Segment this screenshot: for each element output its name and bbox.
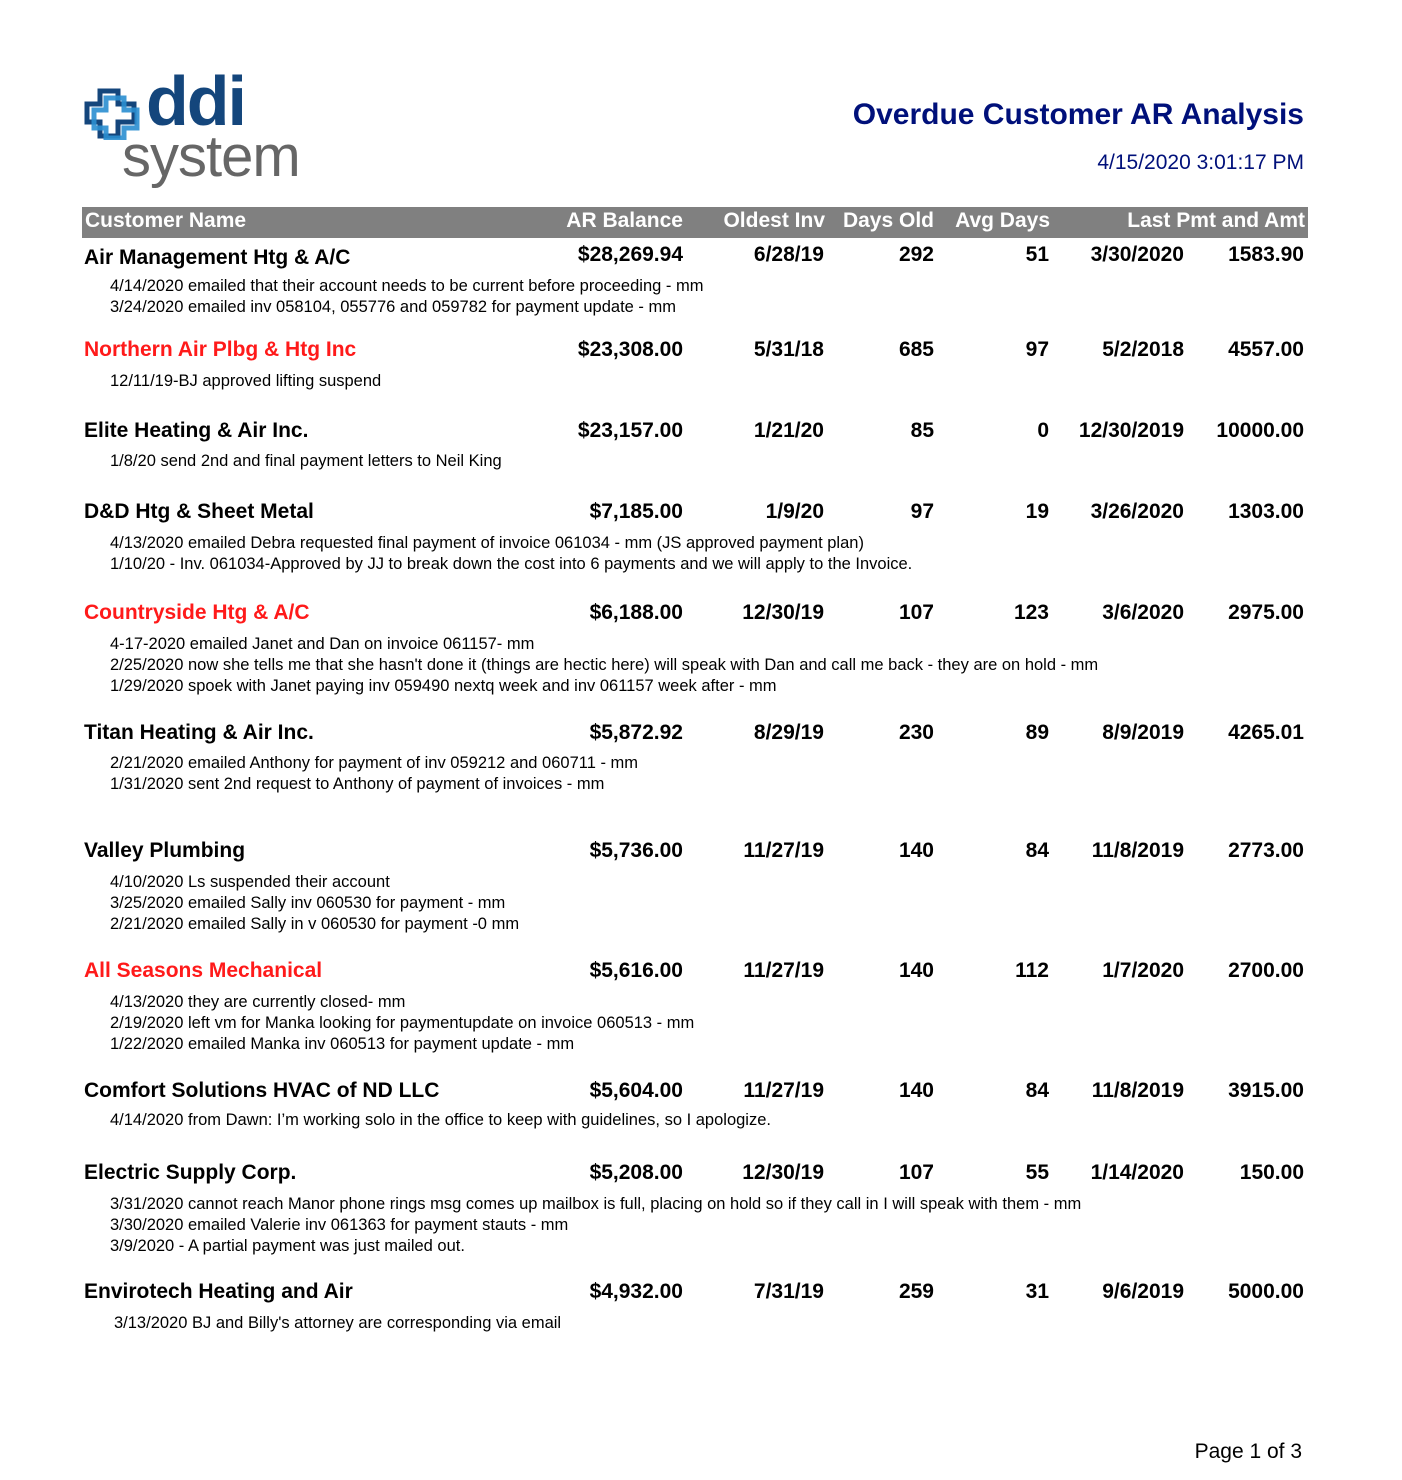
oldest-invoice: 11/27/19: [743, 839, 824, 862]
oldest-invoice: 12/30/19: [742, 601, 824, 624]
customer-name: D&D Htg & Sheet Metal: [84, 500, 314, 523]
last-payment-date: 11/8/2019: [1091, 1079, 1184, 1102]
last-payment-amount: 2975.00: [1228, 601, 1304, 624]
page-number: Page 1 of 3: [1194, 1440, 1302, 1463]
ar-balance: $23,157.00: [577, 419, 683, 442]
oldest-invoice: 6/28/19: [753, 243, 824, 266]
last-payment-date: 8/9/2019: [1102, 721, 1184, 744]
note-line: 3/13/2020 BJ and Billy's attorney are corresponding via email: [114, 1314, 562, 1332]
ar-balance: $6,188.00: [589, 601, 683, 624]
last-payment-amount: 4557.00: [1228, 338, 1304, 361]
col-oldest-inv: Oldest Inv: [723, 209, 825, 232]
col-customer-name: Customer Name: [85, 209, 247, 232]
days-old: 259: [898, 1280, 934, 1303]
last-payment-amount: 1583.90: [1228, 243, 1304, 266]
last-payment-date: 9/6/2019: [1102, 1280, 1184, 1303]
ddi-system-logo: [84, 62, 344, 198]
avg-days: 19: [1025, 500, 1049, 523]
ar-balance: $5,872.92: [589, 721, 683, 744]
ar-balance: $5,208.00: [589, 1161, 683, 1184]
note-line: 12/11/19-BJ approved lifting suspend: [110, 372, 382, 390]
note-line: 4/13/2020 they are currently closed- mm: [110, 993, 406, 1011]
customer-notes: [110, 872, 519, 935]
oldest-invoice: 5/31/18: [753, 338, 824, 361]
avg-days: 31: [1025, 1280, 1049, 1303]
note-line: 4-17-2020 emailed Janet and Dan on invoice 061157- mm: [110, 635, 535, 653]
note-line: 1/10/20 - Inv. 061034-Approved by JJ to break down the cost into 6 payments and we will apply to the Invoice.: [110, 555, 913, 573]
avg-days: 55: [1025, 1161, 1049, 1184]
last-payment-amount: 1303.00: [1228, 500, 1304, 523]
last-payment-amount: 150.00: [1239, 1161, 1304, 1184]
last-payment-date: 3/30/2020: [1090, 243, 1184, 266]
note-line: 3/9/2020 - A partial payment was just mailed out.: [110, 1237, 465, 1255]
logo-ddi-text: ddi: [146, 62, 245, 140]
avg-days: 89: [1025, 721, 1049, 744]
customer-notes: [114, 1313, 561, 1334]
customer-notes: [110, 1194, 1081, 1257]
note-line: 3/24/2020 emailed inv 058104, 055776 and 059782 for payment update - mm: [110, 298, 676, 316]
oldest-invoice: 1/9/20: [765, 500, 824, 523]
customer-name: Electric Supply Corp.: [84, 1161, 297, 1184]
note-line: 1/8/20 send 2nd and final payment letters to Neil King: [110, 452, 502, 470]
col-last-pmt: Last Pmt and Amt: [1127, 209, 1305, 232]
last-payment-amount: 5000.00: [1228, 1280, 1304, 1303]
avg-days: 97: [1025, 338, 1049, 361]
days-old: 292: [898, 243, 934, 266]
ar-balance: $7,185.00: [589, 500, 683, 523]
note-line: 2/25/2020 now she tells me that she hasn't done it (things are hectic here) will speak with Dan and call me back - they are on hold - mm: [110, 656, 1099, 674]
avg-days: 0: [1037, 419, 1049, 442]
days-old: 97: [910, 500, 934, 523]
last-payment-amount: 4265.01: [1228, 721, 1304, 744]
last-payment-amount: 3915.00: [1228, 1079, 1304, 1102]
days-old: 107: [898, 601, 934, 624]
days-old: 140: [898, 959, 934, 982]
note-line: 1/29/2020 spoek with Janet paying inv 059490 nextq week and inv 061157 week after - mm: [110, 677, 777, 695]
customer-name: All Seasons Mechanical: [84, 959, 323, 982]
customer-name: Northern Air Plbg & Htg Inc: [84, 338, 357, 361]
customer-name: Countryside Htg & A/C: [84, 601, 310, 624]
days-old: 107: [898, 1161, 934, 1184]
note-line: 3/30/2020 emailed Valerie inv 061363 for payment stauts - mm: [110, 1216, 569, 1234]
days-old: 140: [898, 839, 934, 862]
customer-name: Elite Heating & Air Inc.: [84, 419, 309, 442]
avg-days: 123: [1013, 601, 1049, 624]
customer-notes: [110, 276, 703, 318]
note-line: 2/19/2020 left vm for Manka looking for paymentupdate on invoice 060513 - mm: [110, 1014, 695, 1032]
note-line: 3/31/2020 cannot reach Manor phone rings msg comes up mailbox is full, placing on hold so if they call in I will speak with them - mm: [110, 1195, 1082, 1213]
customer-notes: [110, 371, 381, 392]
customer-name: Valley Plumbing: [84, 839, 246, 862]
customer-name: Envirotech Heating and Air: [84, 1280, 353, 1303]
last-payment-date: 12/30/2019: [1078, 419, 1184, 442]
oldest-invoice: 7/31/19: [753, 1280, 824, 1303]
oldest-invoice: 11/27/19: [743, 1079, 824, 1102]
ar-balance: $5,616.00: [589, 959, 683, 982]
customer-name: Comfort Solutions HVAC of ND LLC: [84, 1079, 440, 1102]
last-payment-amount: 2773.00: [1228, 839, 1304, 862]
note-line: 4/10/2020 Ls suspended their account: [110, 873, 390, 891]
col-avg-days: Avg Days: [955, 209, 1050, 232]
col-days-old: Days Old: [842, 209, 934, 232]
days-old: 140: [898, 1079, 934, 1102]
ar-balance: $23,308.00: [577, 338, 683, 361]
last-payment-amount: 2700.00: [1228, 959, 1304, 982]
last-payment-date: 1/14/2020: [1090, 1161, 1184, 1184]
days-old: 685: [898, 338, 934, 361]
oldest-invoice: 11/27/19: [743, 959, 824, 982]
report-title: Overdue Customer AR Analysis: [852, 98, 1304, 131]
note-line: 4/13/2020 emailed Debra requested final payment of invoice 061034 - mm (JS approved payment plan): [110, 534, 864, 552]
customer-notes: [110, 992, 694, 1055]
ar-balance: $5,604.00: [589, 1079, 683, 1102]
note-line: 2/21/2020 emailed Anthony for payment of inv 059212 and 060711 - mm: [110, 754, 639, 772]
note-line: 1/31/2020 sent 2nd request to Anthony of payment of invoices - mm: [110, 775, 605, 793]
last-payment-date: 3/26/2020: [1090, 500, 1184, 523]
last-payment-amount: 10000.00: [1216, 419, 1304, 442]
avg-days: 84: [1025, 1079, 1049, 1102]
note-line: 2/21/2020 emailed Sally in v 060530 for payment -0 mm: [110, 915, 520, 933]
logo-system-text: system: [122, 124, 300, 189]
note-line: 4/14/2020 from Dawn: I’m working solo in the office to keep with guidelines, so I apologize.: [110, 1111, 771, 1129]
customer-notes: [110, 1110, 771, 1131]
avg-days: 84: [1025, 839, 1049, 862]
last-payment-date: 5/2/2018: [1102, 338, 1184, 361]
days-old: 85: [910, 419, 934, 442]
days-old: 230: [898, 721, 934, 744]
avg-days: 112: [1015, 959, 1049, 982]
oldest-invoice: 12/30/19: [742, 1161, 824, 1184]
customer-name: Titan Heating & Air Inc.: [84, 721, 314, 744]
last-payment-date: 3/6/2020: [1102, 601, 1184, 624]
ar-balance: $5,736.00: [589, 839, 683, 862]
customer-notes: [110, 634, 1098, 697]
note-line: 4/14/2020 emailed that their account needs to be current before proceeding - mm: [110, 277, 704, 295]
last-payment-date: 11/8/2019: [1091, 839, 1184, 862]
last-payment-date: 1/7/2020: [1102, 959, 1184, 982]
avg-days: 51: [1025, 243, 1049, 266]
column-header-bar: [82, 207, 1308, 238]
customer-notes: [110, 533, 912, 575]
note-line: 1/22/2020 emailed Manka inv 060513 for payment update - mm: [110, 1035, 575, 1053]
note-line: 3/25/2020 emailed Sally inv 060530 for payment - mm: [110, 894, 506, 912]
oldest-invoice: 1/21/20: [753, 419, 824, 442]
ar-balance: $4,932.00: [589, 1280, 683, 1303]
customer-notes: [110, 451, 502, 472]
report-date: 4/15/2020 3:01:17 PM: [1097, 151, 1304, 174]
customer-notes: [110, 753, 638, 795]
col-ar-balance: AR Balance: [566, 209, 683, 232]
customer-name: Air Management Htg & A/C: [84, 246, 351, 269]
ar-balance: $28,269.94: [577, 243, 683, 266]
oldest-invoice: 8/29/19: [753, 721, 824, 744]
